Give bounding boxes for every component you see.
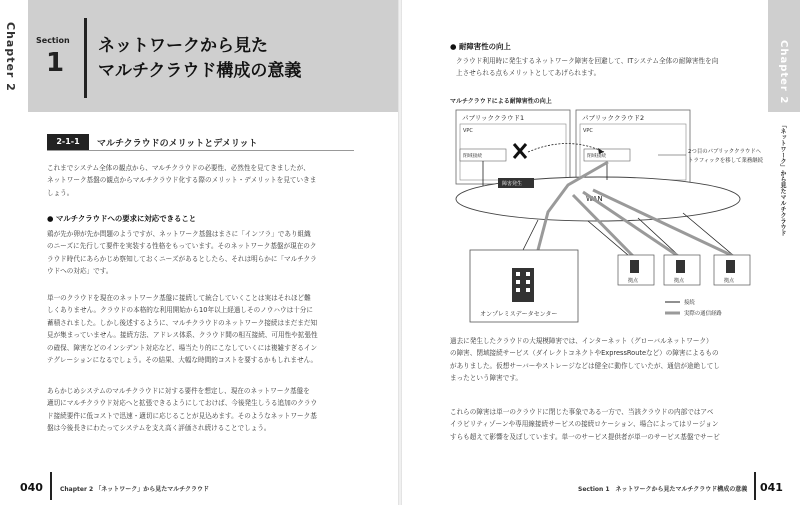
paragraph-2: 単一のクラウドを現在のネットワーク基盤に接続して統合していくことは実はそれほど難 しくありません。クラウドの本格的な利用開始から10年以上経過しそのノウハウは十分に 蓄積されました。しかし後述するように、マルチクラウドのネットワーク接続はまだまだ知 見が集まっていません。接続方法、アドレス体系、クラウド間の相互接続、可用性や拡張性 の確保、障害などのインシデント対応など、場当たり的にこなしていくには複雑すぎるイン テグレーションになるでしょう。その結果、大幅な時間的コストを要するかもしれません。 [47, 294, 318, 365]
section-title [98, 34, 301, 84]
site-2 [664, 255, 700, 285]
site-building-icon [676, 260, 685, 273]
footer-text: Chapter 2 「ネットワーク」から見たマルチクラウド [60, 486, 210, 493]
site-building-icon [630, 260, 639, 273]
callout-line1: 2つ目のパブリッククラウドへ [688, 149, 762, 155]
subsection-number: 2-1-1 [47, 134, 89, 150]
onprem-label: オンプレミスデータセンター [480, 311, 558, 318]
bullet1-body: 鶏が先か卵が先か問題のようですが、ネットワーク基盤はまさに「インフラ」であり組織 のニーズに先行して要件を実装する性格をもっています。そのネットワーク基盤が現在のク ラウド時代にあらかじめ察知しておくニーズがあるとしたら、それは明らかに「マルチクラ ウドへの対応」です。 [47, 230, 317, 276]
legend-route-label: 実際の通信経路 [684, 311, 722, 317]
page-number: 041 [760, 481, 783, 494]
bullet2-body: クラウド利用時に発生するネットワーク障害を回避して、ITシステム全体の耐障害性を向 上させられる点もメリットとしてあげられます。 [456, 57, 719, 78]
site-label: 拠点 [674, 278, 685, 284]
bullet2-heading: ● 耐障害性の向上 [450, 42, 511, 51]
chapter-tab [768, 0, 800, 112]
site-1 [618, 255, 654, 285]
section-divider [84, 18, 87, 98]
section-title-line2: マルチクラウド構成の意義 [98, 61, 302, 81]
section-title-line1: ネットワークから見た [98, 36, 268, 56]
cloud2-label: パブリッククラウド2 [582, 114, 645, 122]
site-label: 拠点 [724, 278, 735, 284]
figure-title: マルチクラウドによる耐障害性の向上 [450, 98, 552, 105]
paragraph-3: あらかじめシステムのマルチクラウドに対する要件を想定し、現在のネットワーク基盤を 適切にマルチクラウド対応へと拡張できるようにしておけば、今後発生しうる追加のクラウ ド接続要件に低コストで迅速・適切に応じることが見込めます。そのようなネットワーク基 盤は今後長きにわたってシステムを支え高く評価され続けることでしょう。 [47, 387, 318, 433]
footer-text: Section 1 ネットワークから見たマルチクラウド構成の意義 [578, 486, 748, 493]
page-number: 040 [20, 481, 43, 494]
right-page [400, 0, 800, 505]
right-paragraph-1: 過去に発生したクラウドの大規模障害では、インターネット（グローバルネットワーク） の障害、閉域接続サービス（ダイレクトコネクトやExpressRouteなど）の障害によるもの がありました。仮想サーバーやストレージなどは健全に動作していたが、通信が途絶してし まったという障害です。 [450, 337, 720, 383]
cloud2-vpc-label: VPC [583, 128, 593, 134]
bullet1-heading: ● マルチクラウドへの要求に対応できること [47, 214, 197, 223]
footer-divider [50, 472, 52, 500]
chapter-tab-label: Chapter 2 [4, 22, 17, 92]
multicloud-diagram [428, 100, 768, 330]
right-paragraph-2: これらの障害は単一のクラウドに閉じた事象である一方で、当該クラウドの内部ではアベ イラビリティゾーンや専用線接続サービスの接続ロケーション、場合によってはリージョン すらも超えて影響を及ぼしています。単一のサービス提供者が単一のサービス基盤でサービ [450, 408, 720, 441]
cloud1-vpc-label: VPC [463, 128, 473, 134]
section-label: Section [36, 36, 70, 45]
cloud1-closed-link-label: 閉域接続 [463, 154, 483, 159]
intro-paragraph: これまでシステム全体の観点から、マルチクラウドの必要性、必然性を見てきましたが、 ネットワーク基盤の観点からマルチクラウド化する際のメリット・デメリットを見ていきま しょう。 [47, 164, 317, 197]
subsection-heading [47, 134, 354, 151]
footer-divider [754, 472, 756, 500]
section-number: 1 [46, 48, 65, 78]
wan-label: WAN [586, 195, 603, 203]
site-label: 拠点 [628, 278, 639, 284]
cloud2-closed-link-label: 閉域接続 [587, 154, 607, 159]
chapter-vertical-title: 「ネットワーク」から見たマルチクラウド [779, 122, 786, 236]
failure-label: 障害発生 [502, 181, 523, 187]
chapter-tab-label: Chapter 2 [778, 40, 789, 105]
site-building-icon [726, 260, 735, 273]
legend-connection-label: 接続 [684, 300, 695, 306]
cloud1-label: パブリッククラウド1 [462, 114, 525, 122]
chapter-tab [0, 0, 28, 112]
callout-line2: トラフィックを移して業務継続 [688, 158, 764, 164]
subsection-title: マルチクラウドのメリットとデメリット [97, 139, 258, 149]
building-icon [512, 268, 534, 302]
site-3 [714, 255, 750, 285]
